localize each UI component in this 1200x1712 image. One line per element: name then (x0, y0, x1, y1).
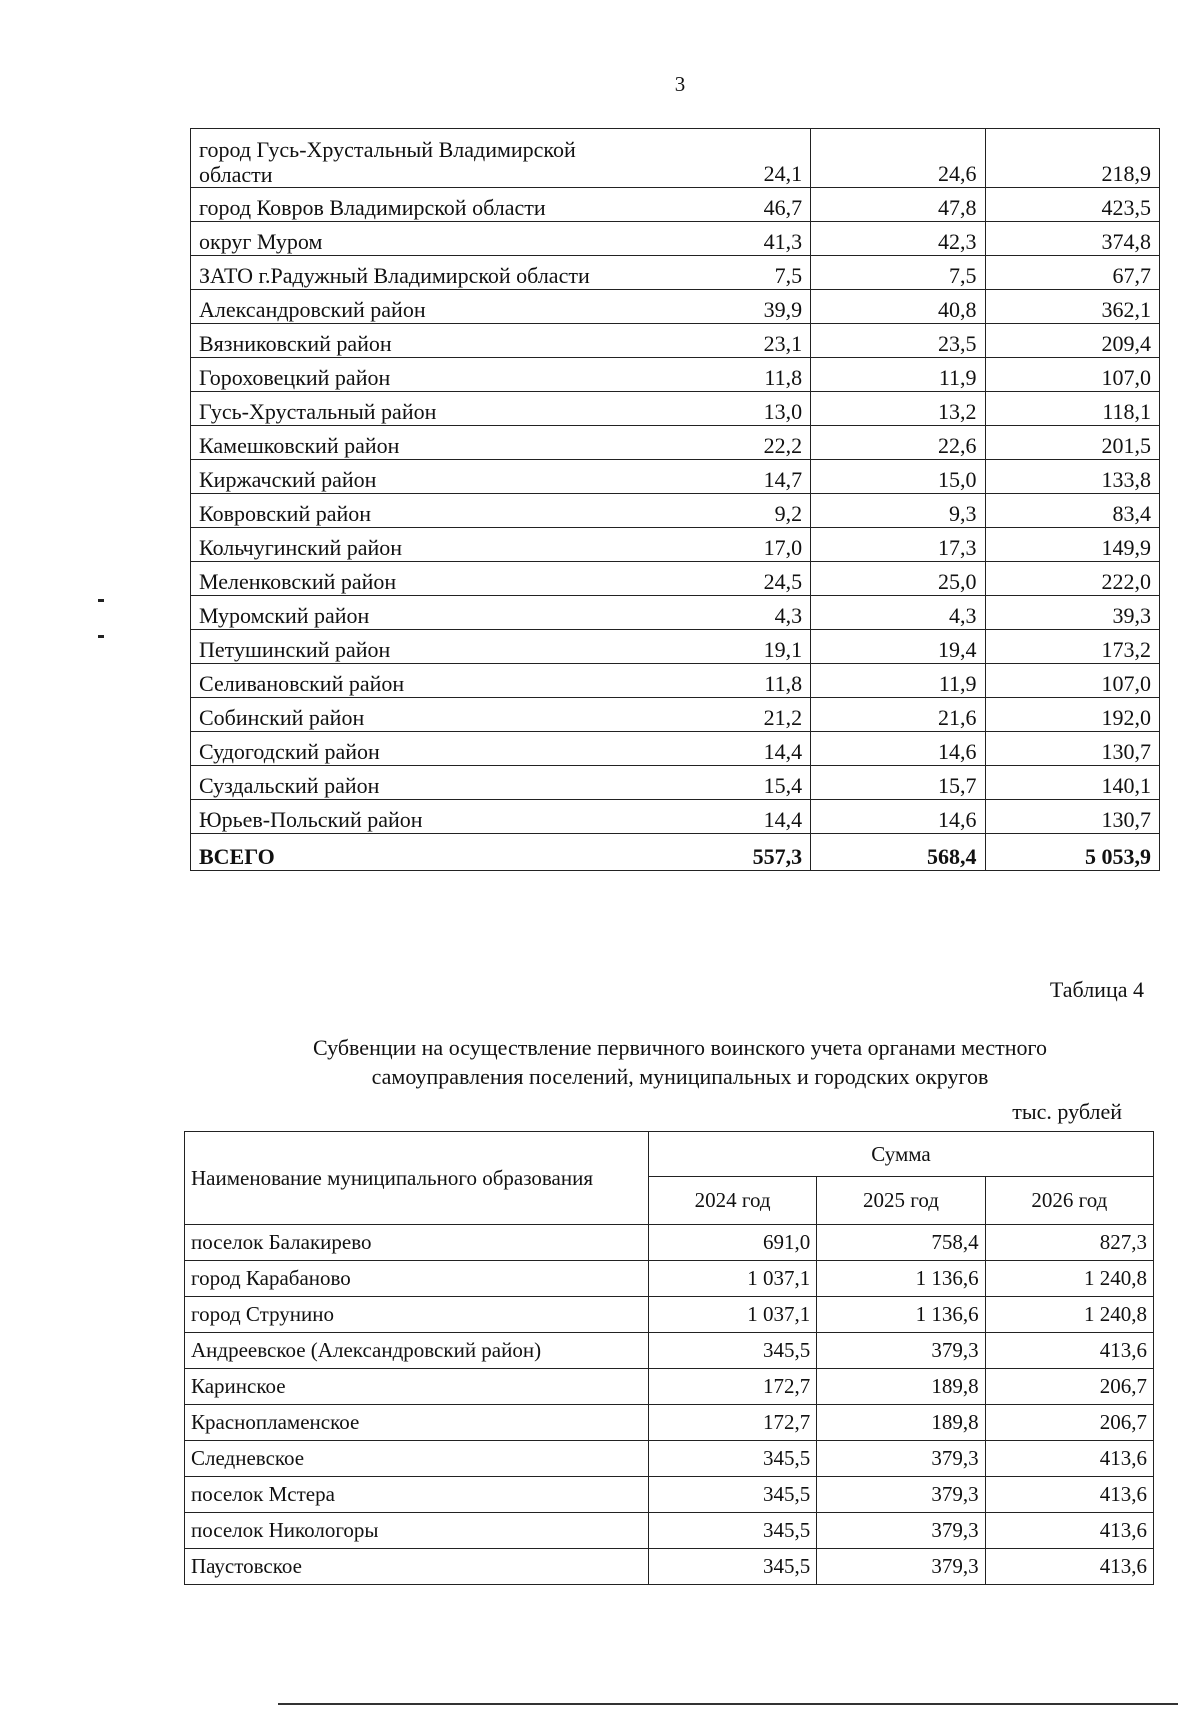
value-2026: 39,3 (985, 596, 1159, 630)
table-row (191, 664, 1160, 698)
value-2024: 13,0 (647, 392, 811, 426)
municipality-name: Гусь-Хрустальный район (191, 392, 647, 426)
value-2026: 222,0 (985, 562, 1159, 596)
value-2024: 345,5 (648, 1477, 816, 1513)
footer-line (278, 1703, 1178, 1705)
value-2024: 1 037,1 (648, 1297, 816, 1333)
municipality-name: Муромский район (191, 596, 647, 630)
value-2024: 345,5 (648, 1333, 816, 1369)
page-number: 3 (674, 72, 686, 96)
value-2026: 374,8 (985, 222, 1159, 256)
value-2026: 67,7 (985, 256, 1159, 290)
table-row (185, 1369, 1154, 1405)
value-2025: 379,3 (817, 1441, 985, 1477)
value-2024: 345,5 (648, 1441, 816, 1477)
value-2025: 14,6 (811, 732, 985, 766)
table-row (191, 188, 1160, 222)
value-2026: 1 240,8 (985, 1261, 1153, 1297)
municipality-name: поселок Никологоры (185, 1513, 649, 1549)
municipality-name: Ковровский район (191, 494, 647, 528)
value-2026: 130,7 (985, 800, 1159, 834)
table-row (191, 698, 1160, 732)
header-year-2026: 2026 год (985, 1177, 1153, 1225)
value-2026: 209,4 (985, 324, 1159, 358)
value-2024: 46,7 (647, 188, 811, 222)
value-2024: 14,7 (647, 460, 811, 494)
value-2026: 149,9 (985, 528, 1159, 562)
units-label: тыс. рублей (1012, 1099, 1122, 1124)
value-2025: 25,0 (811, 562, 985, 596)
table-row (185, 1477, 1154, 1513)
margin-mark (98, 599, 104, 602)
municipality-name: Александровский район (191, 290, 647, 324)
value-2026: 83,4 (985, 494, 1159, 528)
value-2024: 691,0 (648, 1225, 816, 1261)
total-row (191, 834, 1160, 871)
municipality-name: Гороховецкий район (191, 358, 647, 392)
municipality-name: Селивановский район (191, 664, 647, 698)
municipality-name: Камешковский район (191, 426, 647, 460)
value-2026: 413,6 (985, 1549, 1153, 1585)
value-2025: 379,3 (817, 1549, 985, 1585)
value-2024: 39,9 (647, 290, 811, 324)
municipality-name: ЗАТО г.Радужный Владимирской области (191, 256, 647, 290)
table-row (191, 630, 1160, 664)
value-2026: 130,7 (985, 732, 1159, 766)
municipality-name: округ Муром (191, 222, 647, 256)
value-2024: 345,5 (648, 1549, 816, 1585)
header-municipality-name: Наименование муниципального образования (185, 1132, 649, 1225)
table-row (185, 1513, 1154, 1549)
municipality-name: Суздальский район (191, 766, 647, 800)
value-2024: 24,1 (647, 129, 811, 188)
value-2026: 140,1 (985, 766, 1159, 800)
municipality-name: город Ковров Владимирской области (191, 188, 647, 222)
value-2025: 4,3 (811, 596, 985, 630)
value-2024: 172,7 (648, 1405, 816, 1441)
municipality-name: Петушинский район (191, 630, 647, 664)
value-2025: 11,9 (811, 358, 985, 392)
table-row (191, 732, 1160, 766)
header-year-2024: 2024 год (648, 1177, 816, 1225)
value-2025: 24,6 (811, 129, 985, 188)
table-title (170, 1033, 1190, 1091)
value-2025: 15,0 (811, 460, 985, 494)
table-title-line-1: Субвенции на осуществление первичного воинского учета органами местного (313, 1035, 1047, 1060)
municipality-name: Судогодский район (191, 732, 647, 766)
value-2025: 17,3 (811, 528, 985, 562)
value-2025: 14,6 (811, 800, 985, 834)
value-2025: 15,7 (811, 766, 985, 800)
value-2025: 9,3 (811, 494, 985, 528)
value-2026: 173,2 (985, 630, 1159, 664)
table-row (191, 562, 1160, 596)
value-2026: 206,7 (985, 1405, 1153, 1441)
table-row (191, 392, 1160, 426)
total-2024: 557,3 (647, 834, 811, 871)
value-2025: 21,6 (811, 698, 985, 732)
value-2024: 23,1 (647, 324, 811, 358)
value-2024: 41,3 (647, 222, 811, 256)
municipality-name: Меленковский район (191, 562, 647, 596)
total-2025: 568,4 (811, 834, 985, 871)
municipality-name: город Струнино (185, 1297, 649, 1333)
total-2026: 5 053,9 (985, 834, 1159, 871)
value-2025: 1 136,6 (817, 1297, 985, 1333)
table-row (185, 1441, 1154, 1477)
municipality-name: Киржачский район (191, 460, 647, 494)
table-row (191, 460, 1160, 494)
value-2026: 1 240,8 (985, 1297, 1153, 1333)
military-registration-subvention-table (184, 1131, 1154, 1585)
value-2026: 107,0 (985, 358, 1159, 392)
value-2024: 4,3 (647, 596, 811, 630)
header-year-2025: 2025 год (817, 1177, 985, 1225)
municipality-name: город Гусь-Хрустальный Владимирской области (191, 129, 647, 188)
value-2024: 14,4 (647, 732, 811, 766)
value-2026: 413,6 (985, 1441, 1153, 1477)
table-row (191, 528, 1160, 562)
municipality-name: Следневское (185, 1441, 649, 1477)
table-row (191, 596, 1160, 630)
table-label: Таблица 4 (1049, 977, 1144, 1002)
value-2025: 189,8 (817, 1405, 985, 1441)
table-row (191, 800, 1160, 834)
value-2026: 107,0 (985, 664, 1159, 698)
table-row (191, 358, 1160, 392)
table-row (191, 766, 1160, 800)
municipality-name: поселок Мстера (185, 1477, 649, 1513)
table-row (191, 324, 1160, 358)
value-2025: 40,8 (811, 290, 985, 324)
value-2026: 413,6 (985, 1333, 1153, 1369)
table-row (191, 256, 1160, 290)
subsidy-table-continuation (190, 128, 1160, 871)
value-2025: 379,3 (817, 1477, 985, 1513)
table-row (191, 290, 1160, 324)
value-2026: 133,8 (985, 460, 1159, 494)
value-2024: 19,1 (647, 630, 811, 664)
table-row (185, 1225, 1154, 1261)
value-2024: 7,5 (647, 256, 811, 290)
municipality-name: Паустовское (185, 1549, 649, 1585)
value-2025: 42,3 (811, 222, 985, 256)
municipality-name: Кольчугинский район (191, 528, 647, 562)
value-2024: 21,2 (647, 698, 811, 732)
value-2024: 11,8 (647, 664, 811, 698)
municipality-name: Юрьев-Польский район (191, 800, 647, 834)
value-2025: 189,8 (817, 1369, 985, 1405)
municipality-name: город Карабаново (185, 1261, 649, 1297)
value-2025: 19,4 (811, 630, 985, 664)
value-2025: 23,5 (811, 324, 985, 358)
header-sum: Сумма (648, 1132, 1153, 1177)
value-2025: 1 136,6 (817, 1261, 985, 1297)
municipality-name: поселок Балакирево (185, 1225, 649, 1261)
value-2026: 827,3 (985, 1225, 1153, 1261)
value-2024: 172,7 (648, 1369, 816, 1405)
value-2025: 22,6 (811, 426, 985, 460)
value-2026: 218,9 (985, 129, 1159, 188)
value-2026: 192,0 (985, 698, 1159, 732)
value-2024: 24,5 (647, 562, 811, 596)
table-row (185, 1405, 1154, 1441)
value-2026: 413,6 (985, 1477, 1153, 1513)
table-row (191, 426, 1160, 460)
table-row (185, 1261, 1154, 1297)
value-2025: 379,3 (817, 1333, 985, 1369)
municipality-name: Краснопламенское (185, 1405, 649, 1441)
value-2025: 11,9 (811, 664, 985, 698)
table-row (191, 494, 1160, 528)
municipality-name: Каринское (185, 1369, 649, 1405)
value-2025: 758,4 (817, 1225, 985, 1261)
value-2026: 413,6 (985, 1513, 1153, 1549)
value-2026: 423,5 (985, 188, 1159, 222)
table-row (185, 1549, 1154, 1585)
value-2024: 1 037,1 (648, 1261, 816, 1297)
value-2024: 15,4 (647, 766, 811, 800)
table-header-row (185, 1132, 1154, 1177)
value-2025: 379,3 (817, 1513, 985, 1549)
value-2024: 345,5 (648, 1513, 816, 1549)
table-row (185, 1333, 1154, 1369)
value-2025: 7,5 (811, 256, 985, 290)
table-row (191, 222, 1160, 256)
total-label: ВСЕГО (191, 834, 647, 871)
table-title-line-2: самоуправления поселений, муниципальных и городских округов (371, 1064, 989, 1089)
municipality-name: Собинский район (191, 698, 647, 732)
value-2026: 206,7 (985, 1369, 1153, 1405)
table-row (185, 1297, 1154, 1333)
value-2024: 11,8 (647, 358, 811, 392)
value-2024: 9,2 (647, 494, 811, 528)
value-2024: 14,4 (647, 800, 811, 834)
value-2024: 17,0 (647, 528, 811, 562)
value-2026: 201,5 (985, 426, 1159, 460)
value-2024: 22,2 (647, 426, 811, 460)
table-row (191, 129, 1160, 188)
value-2026: 362,1 (985, 290, 1159, 324)
value-2026: 118,1 (985, 392, 1159, 426)
margin-mark (98, 635, 104, 638)
municipality-name: Вязниковский район (191, 324, 647, 358)
value-2025: 13,2 (811, 392, 985, 426)
municipality-name: Андреевское (Александровский район) (185, 1333, 649, 1369)
value-2025: 47,8 (811, 188, 985, 222)
